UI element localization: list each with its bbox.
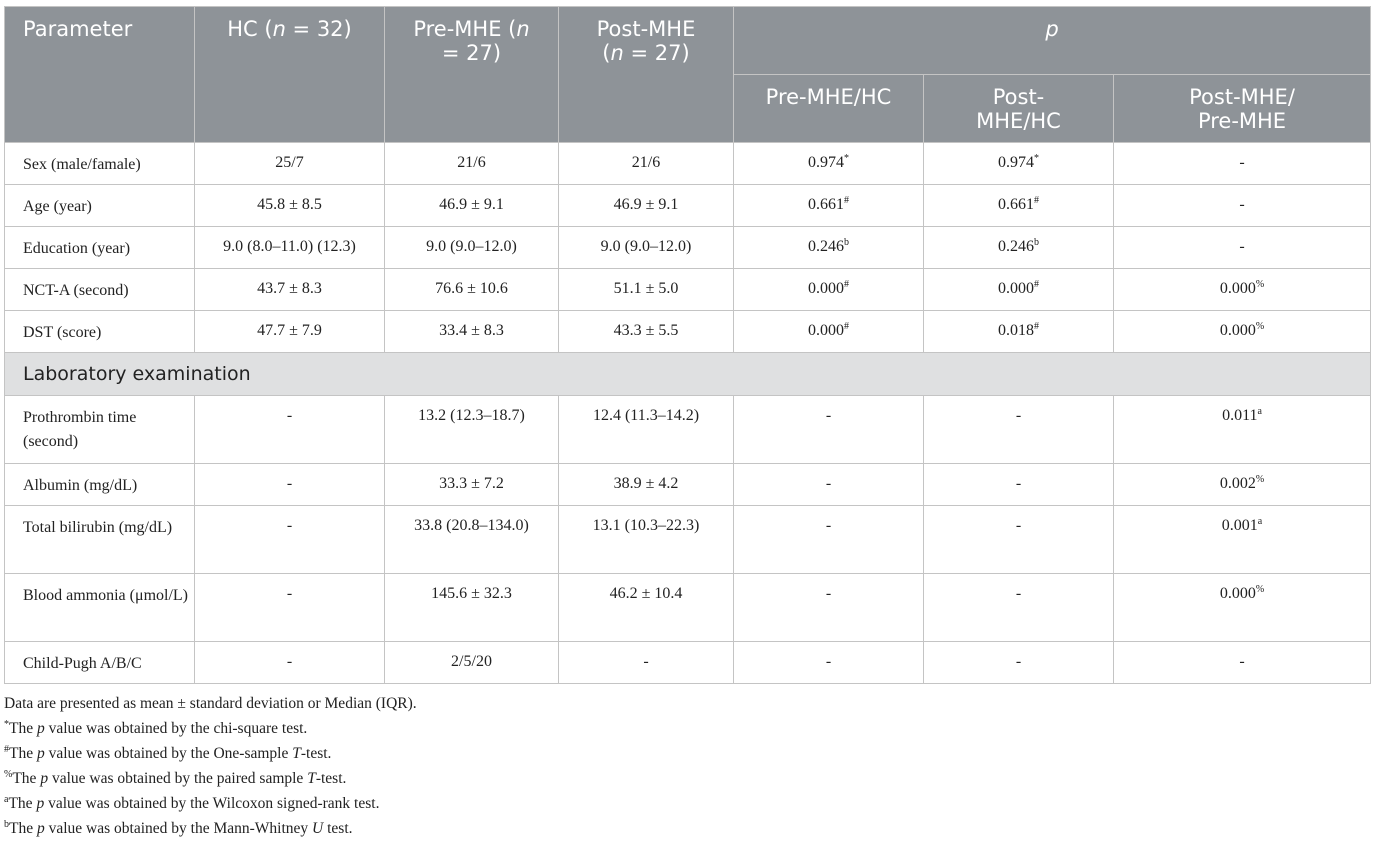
cell-pre-mhe: 21/6 [385,143,559,185]
row-label: Age (year) [5,185,195,227]
cell-p-post-vs-pre: 0.000% [1114,311,1371,353]
table-row [5,185,1371,227]
cell-hc: 43.7 ± 8.3 [195,269,385,311]
cell-p-post-vs-pre: 0.002% [1114,464,1371,506]
cell-pre-mhe: 145.6 ± 32.3 [385,574,559,642]
cell-pre-mhe: 2/5/20 [385,642,559,684]
cell-p-post-vs-pre: 0.000% [1114,269,1371,311]
row-label: Prothrombin time (second) [5,396,195,464]
table-row [5,143,1371,185]
row-label: Blood ammonia (μmol/L) [5,574,195,642]
section-row [5,353,1371,396]
cell-p-post-vs-hc: - [924,574,1114,642]
cell-hc: - [195,574,385,642]
cell-p-post-vs-pre: - [1114,143,1371,185]
cell-post-mhe: 46.9 ± 9.1 [559,185,734,227]
cell-post-mhe: 12.4 (11.3–14.2) [559,396,734,464]
cell-p-pre-vs-hc: - [734,464,924,506]
cell-post-mhe: 13.1 (10.3–22.3) [559,506,734,574]
cell-p-pre-vs-hc: - [734,642,924,684]
table-row [5,227,1371,269]
cell-pre-mhe: 76.6 ± 10.6 [385,269,559,311]
cell-post-mhe: 38.9 ± 4.2 [559,464,734,506]
cell-p-pre-vs-hc: 0.974* [734,143,924,185]
table-row [5,506,1371,574]
cell-post-mhe: 9.0 (9.0–12.0) [559,227,734,269]
header-pre-mhe: Pre-MHE (n = 27) [385,7,559,143]
header-pre-vs-hc: Pre-MHE/HC [734,75,924,143]
header-post-vs-hc: Post- MHE/HC [924,75,1114,143]
header-post-mhe: Post-MHE (n = 27) [559,7,734,143]
note-mann-whitney: $^b$The p value was obtained by the Mann-Whitney U test. [4,819,353,837]
header-hc: HC (n = 32) [195,7,385,143]
cell-post-mhe: 46.2 ± 10.4 [559,574,734,642]
cell-p-pre-vs-hc: - [734,574,924,642]
cell-p-post-vs-hc: 0.000# [924,269,1114,311]
cell-p-post-vs-pre: 0.001$^a$ [1114,506,1371,574]
cell-pre-mhe: 33.4 ± 8.3 [385,311,559,353]
table-row [5,396,1371,464]
table-row [5,269,1371,311]
row-label: DST (score) [5,311,195,353]
cell-pre-mhe: 33.8 (20.8–134.0) [385,506,559,574]
cell-post-mhe: - [559,642,734,684]
note-paired: %The p value was obtained by the paired sample T-test. [4,769,347,787]
row-label: Child-Pugh A/B/C [5,642,195,684]
cell-p-post-vs-pre: - [1114,185,1371,227]
cell-hc: 9.0 (8.0–11.0) (12.3) [195,227,385,269]
table-footnotes [4,691,1370,841]
table-row [5,464,1371,506]
cell-hc: - [195,396,385,464]
section-title: Laboratory examination [5,353,1371,396]
cell-p-pre-vs-hc: 0.246$^b$ [734,227,924,269]
cell-p-pre-vs-hc: 0.661# [734,185,924,227]
row-label: Sex (male/famale) [5,143,195,185]
header-p: p [734,7,1371,75]
results-table [4,6,1371,684]
table-figure [4,6,1370,841]
cell-p-post-vs-pre: - [1114,642,1371,684]
cell-post-mhe: 51.1 ± 5.0 [559,269,734,311]
cell-p-post-vs-pre: - [1114,227,1371,269]
row-label: Education (year) [5,227,195,269]
cell-p-post-vs-hc: - [924,464,1114,506]
table-row [5,642,1371,684]
header-parameter: Parameter [5,7,195,143]
cell-post-mhe: 43.3 ± 5.5 [559,311,734,353]
cell-p-post-vs-hc: - [924,396,1114,464]
header-post-vs-pre: Post-MHE/ Pre-MHE [1114,75,1371,143]
cell-p-post-vs-hc: 0.246$^b$ [924,227,1114,269]
row-label: NCT-A (second) [5,269,195,311]
cell-hc: - [195,506,385,574]
cell-p-post-vs-hc: 0.661# [924,185,1114,227]
note-one-sample: #The p value was obtained by the One-sample T-test. [4,744,332,762]
cell-pre-mhe: 13.2 (12.3–18.7) [385,396,559,464]
note-data: Data are presented as mean ± standard deviation or Median (IQR). [4,695,417,712]
cell-p-post-vs-pre: 0.011$^a$ [1114,396,1371,464]
cell-hc: - [195,464,385,506]
cell-p-pre-vs-hc: - [734,506,924,574]
cell-p-post-vs-hc: - [924,642,1114,684]
cell-p-post-vs-hc: 0.018# [924,311,1114,353]
table-row [5,311,1371,353]
cell-hc: 47.7 ± 7.9 [195,311,385,353]
cell-hc: - [195,642,385,684]
cell-p-post-vs-hc: - [924,506,1114,574]
cell-hc: 45.8 ± 8.5 [195,185,385,227]
cell-post-mhe: 21/6 [559,143,734,185]
cell-pre-mhe: 9.0 (9.0–12.0) [385,227,559,269]
cell-pre-mhe: 33.3 ± 7.2 [385,464,559,506]
cell-p-pre-vs-hc: 0.000# [734,269,924,311]
cell-p-pre-vs-hc: - [734,396,924,464]
row-label: Albumin (mg/dL) [5,464,195,506]
note-wilcoxon: $^a$The p value was obtained by the Wilcoxon signed-rank test. [4,794,380,812]
cell-hc: 25/7 [195,143,385,185]
table-row [5,574,1371,642]
row-label: Total bilirubin (mg/dL) [5,506,195,574]
cell-pre-mhe: 46.9 ± 9.1 [385,185,559,227]
note-chi-square: *The p value was obtained by the chi-square test. [4,719,308,737]
cell-p-pre-vs-hc: 0.000# [734,311,924,353]
cell-p-post-vs-hc: 0.974* [924,143,1114,185]
cell-p-post-vs-pre: 0.000% [1114,574,1371,642]
